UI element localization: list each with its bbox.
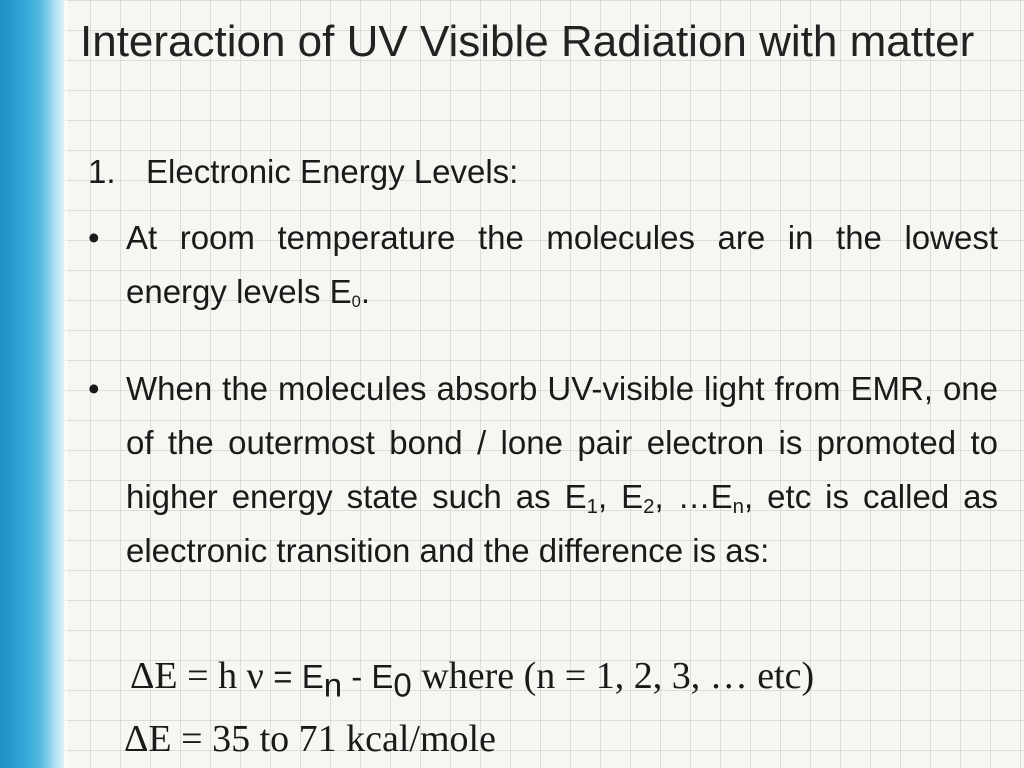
bullet-text-body: At room temperature the molecules are in the lowest energy levels E — [126, 219, 998, 310]
section-heading — [88, 150, 518, 194]
equation-sub-0: 0 — [393, 666, 412, 704]
bullet-item-absorption — [88, 362, 998, 578]
subscript-n: n — [732, 495, 745, 519]
equation-energy-range: ΔE = 35 to 71 kcal/mole — [124, 718, 496, 760]
bullet-text-part2: , E — [597, 478, 644, 515]
equation-lhs: ΔE = h ν — [130, 655, 274, 697]
section-heading-text: Electronic Energy Levels: — [146, 153, 519, 190]
decorative-stripe-highlight — [40, 0, 68, 768]
bullet-text — [126, 362, 998, 578]
equation-minus-e0: - E — [342, 658, 394, 695]
bullet-text-part1: When the molecules absorb UV-visible light from EMR, one of the outermost bond / lone pair electron is promoted to higher energy state such as E — [126, 370, 998, 515]
equation-sub-n: n — [323, 666, 343, 704]
slide-title: Interaction of UV Visible Radiation with matter — [80, 17, 975, 66]
subscript-2: 2 — [643, 495, 655, 519]
bullet-icon: • — [88, 370, 100, 407]
bullet-icon: • — [88, 219, 100, 256]
equation-where-clause: where (n = 1, 2, 3, … etc) — [411, 655, 815, 697]
equation-energy-difference — [130, 653, 815, 704]
subscript-1: 1 — [586, 495, 598, 519]
bullet-text-tail: . — [360, 273, 370, 310]
bullet-text-part4: , etc is called as electronic transition and the difference is as: — [126, 478, 998, 569]
equation-en: = E — [273, 658, 324, 695]
bullet-item-room-temperature — [88, 211, 998, 319]
subscript-0: 0 — [351, 293, 361, 312]
section-number: 1. — [88, 153, 116, 190]
bullet-text-part3: , …E — [654, 478, 733, 515]
bullet-text — [126, 211, 998, 319]
